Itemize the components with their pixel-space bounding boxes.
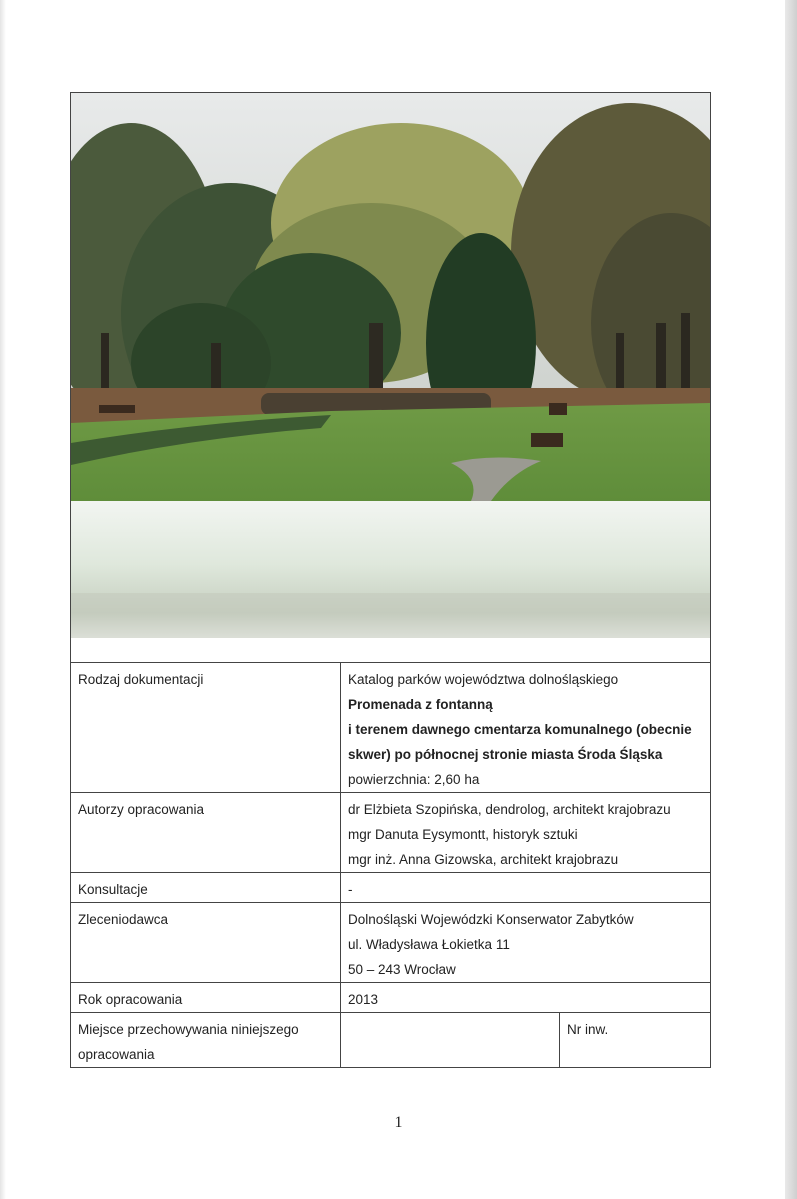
row-label: Autorzy opracowania (71, 793, 341, 873)
table-row (71, 793, 711, 873)
value-line: 2013 (348, 992, 379, 1007)
row-label: Zleceniodawca (71, 903, 341, 983)
row-value (341, 663, 711, 793)
label-line: Miejsce przechowywania niniejszego (78, 1022, 299, 1037)
value-line: skwer) po północnej stronie miasta Środa Śląska (348, 747, 663, 762)
row-value (341, 873, 711, 903)
row-label: Rok opracowania (71, 983, 341, 1013)
value-line: 50 – 243 Wrocław (348, 962, 456, 977)
row-value (341, 983, 711, 1013)
value-line: i terenem dawnego cmentarza komunalnego (obecnie (348, 722, 692, 737)
park-photo (70, 92, 711, 663)
value-line: Promenada z fontanną (348, 697, 493, 712)
table-row (71, 983, 711, 1013)
value-line: Katalog parków województwa dolnośląskiego (348, 672, 619, 687)
value-line: dr Elżbieta Szopińska, dendrolog, architekt krajobrazu (348, 802, 671, 817)
value-line: ul. Władysława Łokietka 11 (348, 937, 510, 952)
value-line: powierzchnia: 2,60 ha (348, 772, 480, 787)
row-value (341, 793, 711, 873)
value-line: - (348, 882, 353, 897)
page-number: 1 (394, 1114, 403, 1131)
page-left-shadow (0, 0, 6, 1199)
row-label: Rodzaj dokumentacji (71, 663, 341, 793)
row-label (71, 1013, 341, 1068)
row-value (341, 903, 711, 983)
table-row (71, 1013, 711, 1068)
inventory-number-label: Nr inw. (560, 1013, 711, 1068)
page-right-edge (785, 0, 797, 1199)
label-line: opracowania (78, 1047, 155, 1062)
documentation-table (70, 662, 711, 1068)
value-line: mgr inż. Anna Gizowska, architekt krajobrazu (348, 852, 619, 867)
storage-location-value (341, 1013, 560, 1068)
table-row (71, 873, 711, 903)
value-line: Dolnośląski Wojewódzki Konserwator Zabytków (348, 912, 634, 927)
value-line: mgr Danuta Eysymontt, historyk sztuki (348, 827, 578, 842)
row-label: Konsultacje (71, 873, 341, 903)
table-row (71, 663, 711, 793)
table-row (71, 903, 711, 983)
